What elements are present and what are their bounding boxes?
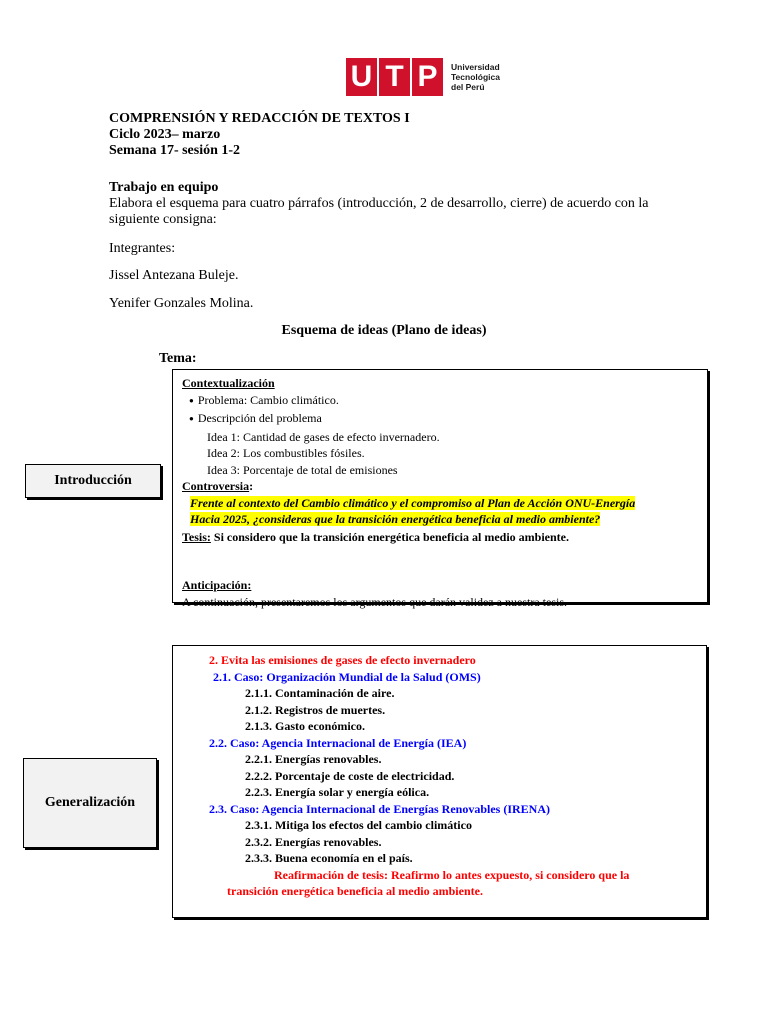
members-label: Integrantes: [109, 241, 176, 256]
task-title: Trabajo en equipo [109, 180, 219, 195]
case-subitem: 2.2.2. Porcentaje de coste de electricidad. [245, 768, 455, 783]
idea-item: Idea 3: Porcentaje de total de emisiones [207, 462, 398, 477]
task-instruction: Elabora el esquema para cuatro párrafos (introducción, 2 de desarrollo, cierre) de acuerdo con la siguiente consigna: [109, 196, 649, 227]
idea-item: Idea 1: Cantidad de gases de efecto invernadero. [207, 429, 440, 444]
context-heading: Contextualización [182, 376, 275, 390]
case-subitem: 2.2.3. Energía solar y energía eólica. [245, 785, 430, 799]
case-heading: 2.1. Caso: Organización Mundial de la Salud (OMS) [213, 669, 481, 684]
scheme-title: Esquema de ideas (Plano de ideas) [281, 323, 487, 338]
logo-wordmark: Universidad Tecnológica del Perú [451, 62, 500, 92]
generalization-box [172, 645, 707, 918]
anticipation-heading: Anticipación: [182, 578, 252, 592]
case-heading: 2.2. Caso: Agencia Internacional de Energía (IEA) [209, 735, 467, 750]
document-header [109, 111, 410, 159]
logo-letter-t: T [379, 58, 410, 96]
tema-label: Tema: [159, 351, 197, 366]
member-name: Jissel Antezana Buleje. [109, 268, 239, 283]
case-subitem: 2.2.1. Energías renovables. [245, 752, 382, 766]
case-subitem: 2.3.2. Energías renovables. [245, 834, 382, 849]
controversy-heading: Controversia: [182, 479, 254, 493]
intro-box [172, 369, 708, 609]
course-title: COMPRENSIÓN Y REDACCIÓN DE TEXTOS I [109, 111, 410, 126]
utp-logo [346, 58, 500, 96]
case-subitem: 2.3.3. Buena economía en el país. [245, 851, 413, 865]
week-line: Semana 17- sesión 1-2 [109, 143, 241, 158]
thesis-reaffirmation: Reafirmación de tesis: Reafirmo lo antes expuesto, si considero que la [274, 867, 630, 882]
logo-letter-p: P [412, 58, 443, 96]
case-subitem: 2.1.2. Registros de muertes. [245, 702, 386, 717]
idea-item: Idea 2: Los combustibles fósiles. [207, 446, 365, 460]
intro-label: Introducción [25, 464, 161, 498]
case-subitem: 2.1.3. Gasto económico. [245, 719, 365, 733]
thesis-line: Tesis: Si considero que la transición energética beneficia al medio ambiente. [182, 529, 569, 544]
controversy-question: Frente al contexto del Cambio climático y el compromiso al Plan de Acción ONU-Energía Hacia 2025, ¿consideras que la transición energética beneficia al medio ambiente? [190, 495, 636, 526]
anticipation-text: A continuación, presentaremos los argumentos que darán validez a nuestra tesis. [182, 594, 567, 609]
generalization-label: Generalización [23, 758, 157, 848]
thesis-reaffirmation: transición energética beneficia al medio ambiente. [227, 884, 483, 898]
case-subitem: 2.1.1. Contaminación de aire. [245, 686, 395, 700]
bullet-item: ● Problema: Cambio climático. [182, 392, 700, 411]
bullet-item: ● Descripción del problema [182, 410, 700, 429]
logo-letter-u: U [346, 58, 377, 96]
cycle-line: Ciclo 2023– marzo [109, 127, 221, 142]
main-argument: 2. Evita las emisiones de gases de efecto invernadero [209, 653, 476, 667]
case-heading: 2.3. Caso: Agencia Internacional de Energías Renovables (IRENA) [209, 801, 550, 816]
case-subitem: 2.3.1. Mitiga los efectos del cambio climático [245, 818, 472, 832]
member-name: Yenifer Gonzales Molina. [109, 296, 254, 311]
